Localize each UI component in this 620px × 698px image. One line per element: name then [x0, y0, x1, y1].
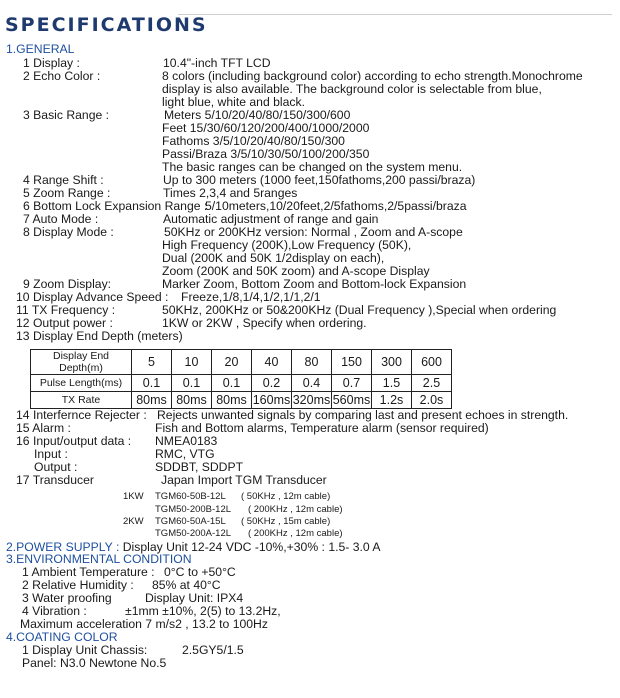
table-row: [31, 375, 452, 392]
table-cell: 0.4: [292, 375, 332, 392]
table-cell: 80ms: [132, 392, 172, 409]
table-cell: 5: [132, 350, 172, 375]
table-cell: 300: [372, 350, 412, 375]
title-divider: [178, 14, 612, 15]
table-cell: 2.0s: [412, 392, 452, 409]
table-cell: 2.5: [412, 375, 452, 392]
table-cell: 0.1: [132, 375, 172, 392]
table-cell: 560ms: [332, 393, 371, 407]
table-cell: 160ms: [252, 393, 291, 407]
page-title: SPECIFICATIONS: [5, 14, 208, 36]
table-cell: 0.7: [332, 375, 372, 392]
table-row: [31, 350, 452, 375]
table-cell: 40: [252, 350, 292, 375]
table-cell: 80: [292, 350, 332, 375]
table-cell: 80ms: [172, 392, 212, 409]
table-cell: 0.2: [252, 375, 292, 392]
table-cell: 1.2s: [372, 392, 412, 409]
table-cell: 150: [332, 350, 372, 375]
table-header-cell: Pulse Length(ms): [31, 375, 132, 392]
table-cell: 0.1: [212, 375, 252, 392]
display-end-depth-table: [30, 349, 452, 409]
table-cell: 600: [412, 350, 452, 375]
section-power: 2.POWER SUPPLY : Display Unit 12-24 VDC -10%,+30% : 1.5- 3.0 A: [6, 540, 381, 554]
table-cell: 320ms: [292, 393, 331, 407]
section-general-heading: 1.GENERAL: [6, 42, 75, 56]
table-cell: 0.1: [172, 375, 212, 392]
section-environment-heading: 3.ENVIRONMENTAL CONDITION: [6, 552, 192, 566]
table-row: [31, 392, 452, 409]
table-cell: 80ms: [212, 392, 252, 409]
section-coating-heading: 4.COATING COLOR: [6, 630, 118, 644]
table-cell: 1.5: [372, 375, 412, 392]
table-header-cell: Display End Depth(m): [31, 350, 132, 375]
table-cell: 20: [212, 350, 252, 375]
table-cell: 10: [172, 350, 212, 375]
table-header-cell: TX Rate: [31, 392, 132, 409]
